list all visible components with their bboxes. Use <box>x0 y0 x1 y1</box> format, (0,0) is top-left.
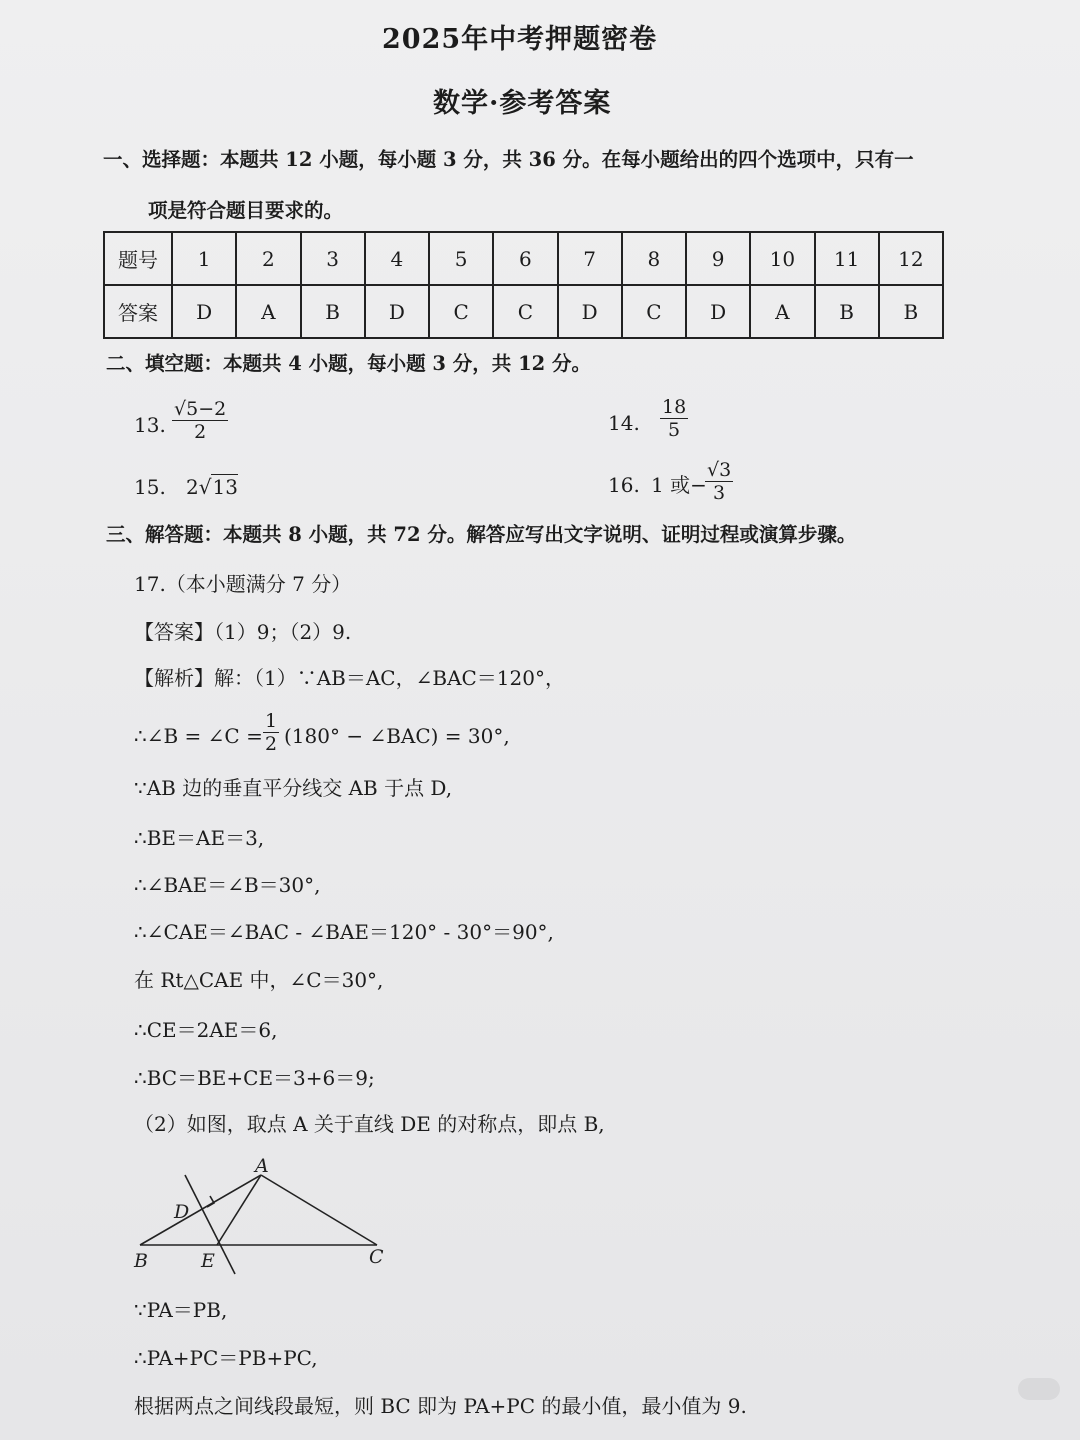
vertex-c-label: C <box>369 1246 384 1268</box>
table-cell: C <box>429 285 493 338</box>
table-row-numbers <box>104 232 943 285</box>
q14-numerator: 18 <box>662 396 687 418</box>
q15-radicand: 13 <box>212 475 238 499</box>
table-cell: B <box>879 285 943 338</box>
q15-coefficient: 2 <box>186 475 199 499</box>
half-numerator: 1 <box>265 710 278 732</box>
step-angle-b-prefix: ∴∠B = ∠C = <box>134 724 263 748</box>
section3-heading: 三、解答题：本题共 8 小题，共 72 分。解答应写出文字说明、证明过程或演算步骤。 <box>106 523 857 546</box>
q13-label: 13. <box>134 413 166 437</box>
q16-numerator: √3 <box>707 459 732 481</box>
table-cell: B <box>815 285 879 338</box>
solution-step: ∴CE＝2AE＝6, <box>134 1018 278 1042</box>
table-cell: B <box>301 285 365 338</box>
point-d-label: D <box>174 1201 190 1223</box>
page-subtitle: 数学·参考答案 <box>433 88 612 119</box>
row-label-question: 题号 <box>104 232 172 285</box>
vertex-a-label: A <box>255 1155 269 1177</box>
answer-table <box>103 231 944 339</box>
analysis-line: 【解析】解：（1）∵AB＝AC，∠BAC＝120°， <box>134 666 565 690</box>
point-e-label: E <box>201 1250 215 1272</box>
table-cell: 1 <box>172 232 236 285</box>
q14-denominator: 5 <box>668 419 681 441</box>
solution-step: ∴PA+PC＝PB+PC, <box>134 1346 318 1370</box>
q14-fraction <box>660 396 688 441</box>
table-cell: 10 <box>750 232 814 285</box>
half-denominator: 2 <box>265 733 278 755</box>
q13-denominator: 2 <box>194 421 207 443</box>
q13-numerator: √5−2 <box>174 398 227 420</box>
table-cell: C <box>622 285 686 338</box>
table-cell: 8 <box>622 232 686 285</box>
table-cell: D <box>172 285 236 338</box>
section1-heading-line2: 项是符合题目要求的。 <box>148 199 344 222</box>
table-cell: D <box>558 285 622 338</box>
q16-denominator: 3 <box>713 482 726 504</box>
solution-step: （2）如图，取点 A 关于直线 DE 的对称点，即点 B, <box>134 1112 605 1136</box>
table-cell: A <box>750 285 814 338</box>
q17-title: 17.（本小题满分 7 分） <box>134 572 352 596</box>
answer-line: 【答案】（1）9；（2）9. <box>134 620 352 644</box>
solution-step: ∴BC＝BE+CE＝3+6＝9; <box>134 1066 375 1090</box>
triangle-figure <box>125 1150 395 1280</box>
q16-prefix: 1 或− <box>651 473 707 497</box>
solution-step: ∴BE＝AE＝3, <box>134 826 265 850</box>
section1-heading-line1: 一、选择题：本题共 12 小题，每小题 3 分，共 36 分。在每小题给出的四个选项中，只有一 <box>103 148 914 171</box>
q16-label: 16. <box>608 473 640 497</box>
table-cell: 5 <box>429 232 493 285</box>
table-cell: 6 <box>493 232 557 285</box>
table-cell: 12 <box>879 232 943 285</box>
half-fraction <box>263 710 279 755</box>
watermark-badge <box>1018 1378 1060 1400</box>
radical-sign: √ <box>198 475 212 499</box>
table-cell: 3 <box>301 232 365 285</box>
table-cell: 2 <box>236 232 300 285</box>
table-cell: 4 <box>365 232 429 285</box>
table-cell: 9 <box>686 232 750 285</box>
step-angle-b-suffix: (180° − ∠BAC) = 30°, <box>284 724 510 748</box>
conclusion-line: 根据两点之间线段最短，则 BC 即为 PA+PC 的最小值，最小值为 9. <box>134 1394 747 1418</box>
page-title: 2025年中考押题密卷 <box>382 24 658 55</box>
q15-label: 15. <box>134 475 166 499</box>
table-cell: A <box>236 285 300 338</box>
segment-ac <box>261 1175 377 1245</box>
q13-fraction <box>172 398 228 443</box>
solution-step: ∵AB 边的垂直平分线交 AB 于点 D, <box>134 776 453 800</box>
table-cell: 7 <box>558 232 622 285</box>
q16-fraction <box>705 459 733 504</box>
q15-answer <box>186 475 238 499</box>
solution-step: ∴∠CAE＝∠BAC - ∠BAE＝120° - 30°＝90°, <box>134 920 554 944</box>
section2-heading: 二、填空题：本题共 4 小题，每小题 3 分，共 12 分。 <box>106 352 592 375</box>
table-cell: D <box>686 285 750 338</box>
solution-step: ∴∠BAE＝∠B＝30°, <box>134 873 321 897</box>
vertex-b-label: B <box>134 1250 148 1272</box>
row-label-answer: 答案 <box>104 285 172 338</box>
segment-ba <box>140 1175 261 1245</box>
solution-step: ∵PA＝PB, <box>134 1298 228 1322</box>
solution-step: 在 Rt△CAE 中，∠C＝30°, <box>134 968 384 992</box>
segment-ae <box>217 1175 261 1245</box>
q14-label: 14. <box>608 411 640 435</box>
table-cell: D <box>365 285 429 338</box>
table-row-answers <box>104 285 943 338</box>
table-cell: C <box>493 285 557 338</box>
table-cell: 11 <box>815 232 879 285</box>
